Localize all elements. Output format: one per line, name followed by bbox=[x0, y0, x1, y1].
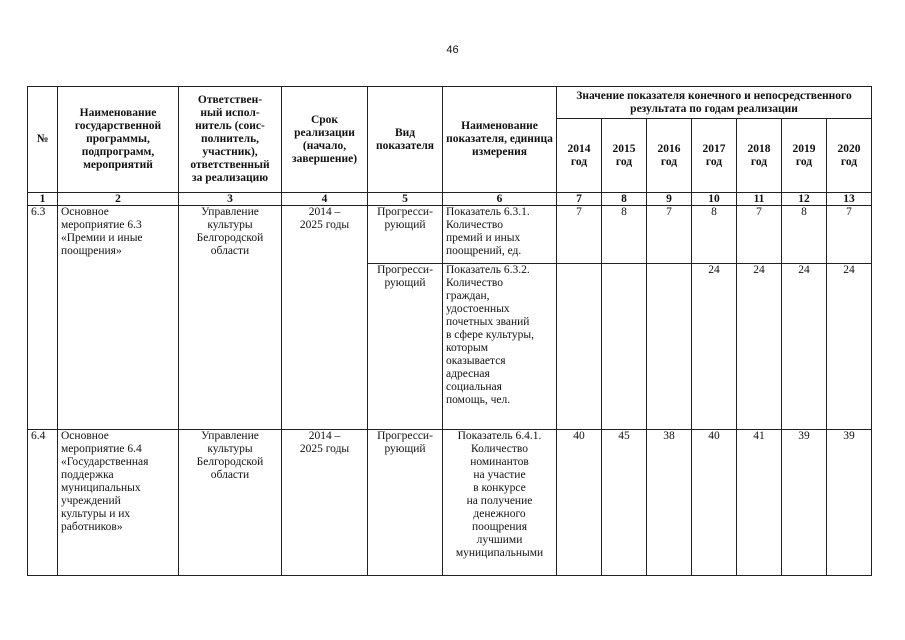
column-number: 8 bbox=[602, 193, 647, 206]
indicator-name: Показатель 6.3.1. Количество премий и иных поощрений, ед. bbox=[443, 206, 557, 264]
indicator-type: Прогресси- рующий bbox=[368, 430, 443, 576]
column-number: 3 bbox=[179, 193, 282, 206]
indicator-value: 41 bbox=[737, 430, 782, 576]
indicator-value: 39 bbox=[782, 430, 827, 576]
row-no: 6.3 bbox=[28, 206, 58, 430]
column-number: 4 bbox=[282, 193, 368, 206]
indicator-type: Прогресси- рующий bbox=[368, 206, 443, 264]
row-program-name: Основное мероприятие 6.3 «Премии и иные поощрения» bbox=[58, 206, 179, 430]
indicator-value: 24 bbox=[827, 264, 872, 430]
header-responsible: Ответствен- ный испол- нитель (соис- полнитель, участник), ответственный за реализацию bbox=[179, 87, 282, 193]
column-number: 9 bbox=[647, 193, 692, 206]
header-period: Срок реализации (начало, завершение) bbox=[282, 87, 368, 193]
indicator-value: 8 bbox=[782, 206, 827, 264]
column-number: 11 bbox=[737, 193, 782, 206]
row-period: 2014 – 2025 годы bbox=[282, 206, 368, 430]
table-row bbox=[28, 206, 872, 264]
column-number: 10 bbox=[692, 193, 737, 206]
column-number: 2 bbox=[58, 193, 179, 206]
header-year: 2015 год bbox=[602, 119, 647, 193]
column-number: 5 bbox=[368, 193, 443, 206]
indicator-name: Показатель 6.3.2. Количество граждан, удостоенных почетных званий в сфере культуры, которым оказывается адресная социальная помощь, чел. bbox=[443, 264, 557, 430]
indicator-value: 39 bbox=[827, 430, 872, 576]
indicator-name: Показатель 6.4.1. Количество номинантов на участие в конкурсе на получение денежного поощрения лучшими муниципальными bbox=[443, 430, 557, 576]
indicator-value: 8 bbox=[692, 206, 737, 264]
header-year: 2018 год bbox=[737, 119, 782, 193]
program-table bbox=[27, 86, 872, 576]
indicator-value bbox=[557, 264, 602, 430]
column-number-row bbox=[28, 193, 872, 206]
indicator-value: 7 bbox=[737, 206, 782, 264]
indicator-value: 38 bbox=[647, 430, 692, 576]
indicator-value: 40 bbox=[692, 430, 737, 576]
indicator-value: 8 bbox=[602, 206, 647, 264]
header-row bbox=[28, 87, 872, 119]
indicator-value: 7 bbox=[647, 206, 692, 264]
indicator-value: 24 bbox=[692, 264, 737, 430]
header-year: 2020 год bbox=[827, 119, 872, 193]
row-responsible: Управление культуры Белгородской области bbox=[179, 430, 282, 576]
row-program-name: Основное мероприятие 6.4 «Государственная поддержка муниципальных учреждений культуры и их работников» bbox=[58, 430, 179, 576]
indicator-value: 24 bbox=[782, 264, 827, 430]
header-indicator-name: Наименование показателя, единица измерения bbox=[443, 87, 557, 193]
page-number: 46 bbox=[446, 44, 459, 56]
indicator-value bbox=[647, 264, 692, 430]
column-number: 13 bbox=[827, 193, 872, 206]
table-row bbox=[28, 430, 872, 576]
header-program-name: Наименование государственной программы, подпрограмм, мероприятий bbox=[58, 87, 179, 193]
indicator-type: Прогресси- рующий bbox=[368, 264, 443, 430]
header-year: 2014 год bbox=[557, 119, 602, 193]
indicator-value bbox=[602, 264, 647, 430]
column-number: 12 bbox=[782, 193, 827, 206]
column-number: 7 bbox=[557, 193, 602, 206]
indicator-value: 24 bbox=[737, 264, 782, 430]
row-responsible: Управление культуры Белгородской области bbox=[179, 206, 282, 430]
header-year: 2016 год bbox=[647, 119, 692, 193]
indicator-value: 45 bbox=[602, 430, 647, 576]
header-year: 2017 год bbox=[692, 119, 737, 193]
header-values-group: Значение показателя конечного и непосредственного результата по годам реализации bbox=[557, 87, 872, 119]
column-number: 6 bbox=[443, 193, 557, 206]
indicator-value: 40 bbox=[557, 430, 602, 576]
column-number: 1 bbox=[28, 193, 58, 206]
row-no: 6.4 bbox=[28, 430, 58, 576]
indicator-value: 7 bbox=[557, 206, 602, 264]
row-period: 2014 – 2025 годы bbox=[282, 430, 368, 576]
header-no: № bbox=[28, 87, 58, 193]
header-year: 2019 год bbox=[782, 119, 827, 193]
header-indicator-type: Вид показателя bbox=[368, 87, 443, 193]
indicator-value: 7 bbox=[827, 206, 872, 264]
